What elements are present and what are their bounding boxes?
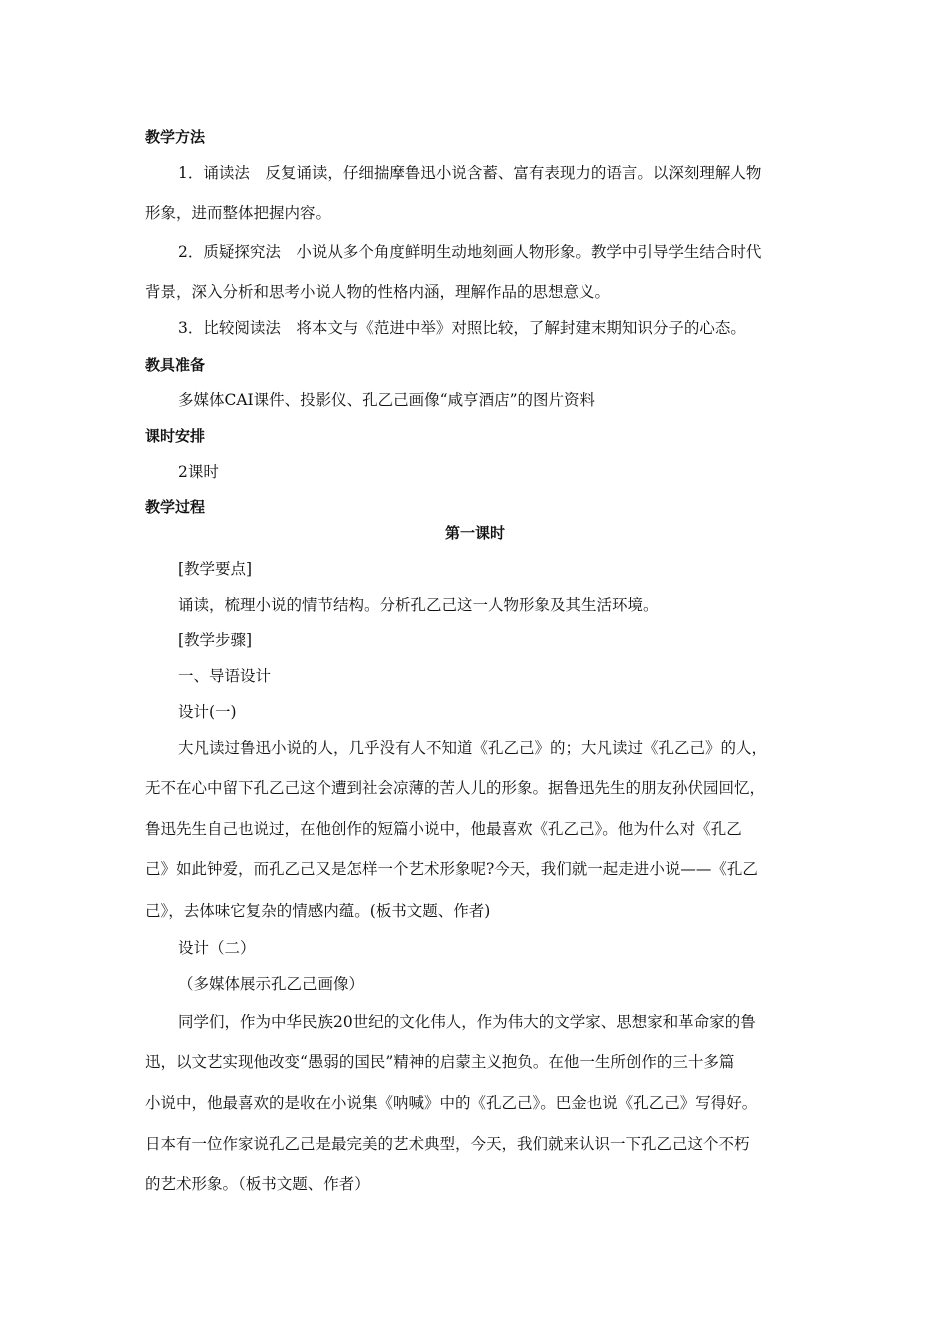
paragraph-line: 诵读，梳理小说的情节结构。分析孔乙己这一人物形象及其生活环境。 [178, 596, 659, 614]
paragraph-line: 鲁迅先生自己也说过，在他创作的短篇小说中，他最喜欢《孔乙己》。他为什么对《孔乙 [145, 820, 742, 838]
paragraph-line: 2．质疑探究法 小说从多个角度鲜明生动地刻画人物形象。教学中引导学生结合时代 [178, 243, 762, 261]
label-steps: [教学步骤] [178, 631, 253, 649]
paragraph-line: （多媒体展示孔乙己画像） [178, 975, 365, 993]
paragraph-line: 己》，去体味它复杂的情感内蕴。(板书文题、作者) [145, 902, 491, 920]
step-heading: 一、导语设计 [178, 667, 272, 685]
paragraph-line: 日本有一位作家说孔乙己是最完美的艺术典型，今天，我们就来认识一下孔乙己这个不朽 [145, 1135, 750, 1153]
section-heading-method: 教学方法 [145, 128, 206, 146]
design-label: 设计(一) [178, 703, 237, 721]
lesson-title: 第一课时 [444, 524, 505, 542]
label-key-points: [教学要点] [178, 560, 253, 578]
paragraph-line: 己》如此钟爱，而孔乙己又是怎样一个艺术形象呢?今天，我们就一起走进小说——《孔乙 [145, 860, 758, 878]
paragraph-line: 背景，深入分析和思考小说人物的性格内涵，理解作品的思想意义。 [145, 283, 611, 301]
paragraph-line: 大凡读过鲁迅小说的人，几乎没有人不知道《孔乙己》的；大凡读过《孔乙己》的人， [178, 739, 768, 757]
paragraph-line: 1．诵读法 反复诵读，仔细揣摩鲁迅小说含蓄、富有表现力的语言。以深刻理解人物 [178, 164, 762, 182]
design-label: 设计（二） [178, 939, 256, 957]
paragraph-line: 同学们，作为中华民族20世纪的文化伟人，作为伟大的文学家、思想家和革命家的鲁 [178, 1013, 756, 1031]
paragraph-line: 3．比较阅读法 将本文与《范进中举》对照比较，了解封建末期知识分子的心态。 [178, 319, 746, 337]
paragraph-line: 2课时 [178, 463, 219, 481]
paragraph-line: 无不在心中留下孔乙己这个遭到社会凉薄的苦人儿的形象。据鲁迅先生的朋友孙伏园回忆， [145, 779, 766, 797]
paragraph-line: 小说中，他最喜欢的是收在小说集《呐喊》中的《孔乙己》。巴金也说《孔乙己》写得好。 [145, 1094, 758, 1112]
section-heading-tools: 教具准备 [145, 356, 206, 374]
paragraph-line: 形象，进而整体把握内容。 [145, 204, 332, 222]
paragraph-line: 的艺术形象。（板书文题、作者） [145, 1175, 370, 1193]
section-heading-process: 教学过程 [145, 498, 206, 516]
paragraph-line: 多媒体CAI课件、投影仪、孔乙己画像“咸亨酒店”的图片资料 [178, 391, 596, 409]
paragraph-line: 迅，以文艺实现他改变“愚弱的国民”精神的启蒙主义抱负。在他一生所创作的三十多篇 [145, 1053, 735, 1071]
section-heading-schedule: 课时安排 [145, 427, 206, 445]
